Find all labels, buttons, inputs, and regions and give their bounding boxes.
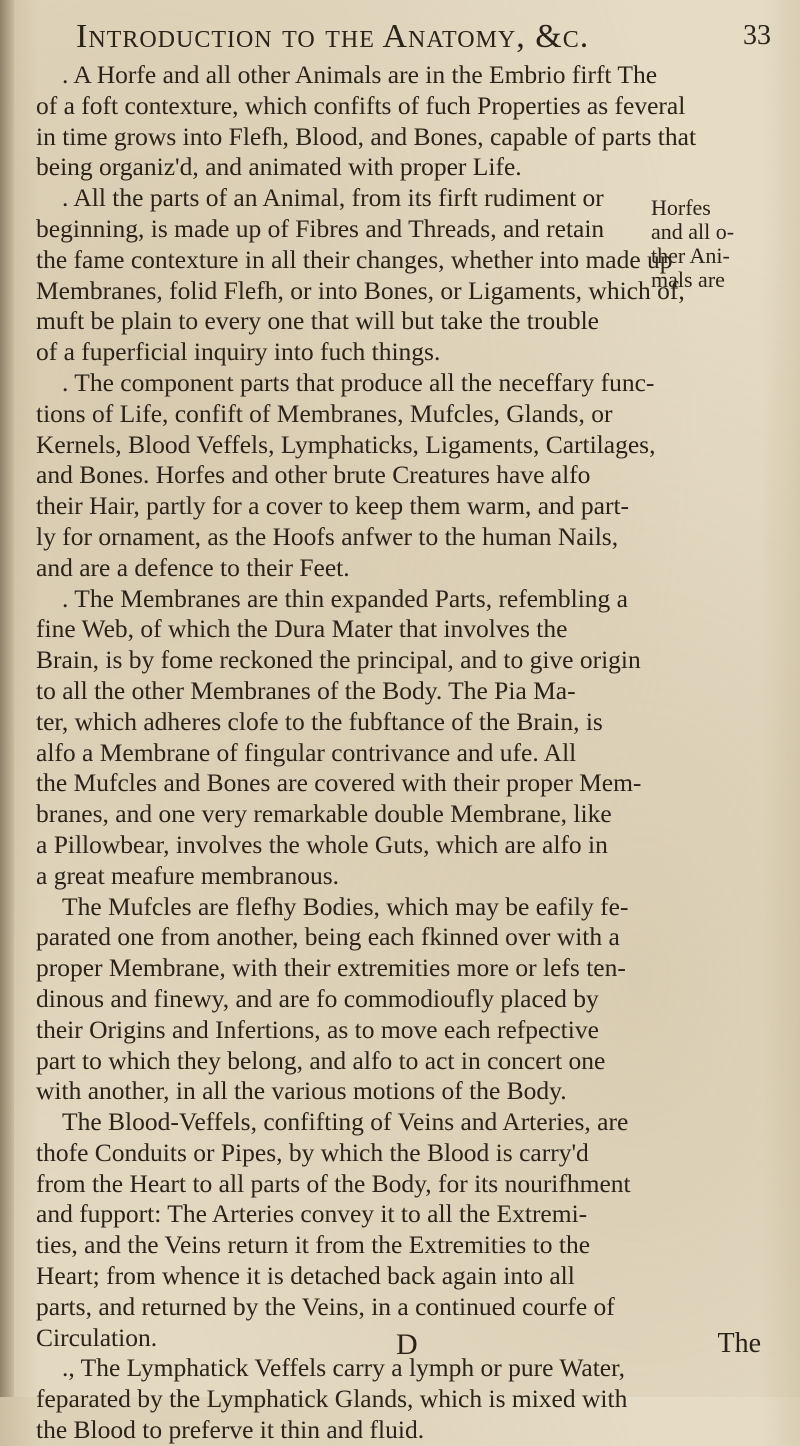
text-line: . The Membranes are thin expanded Parts, refembling a	[62, 583, 629, 613]
text-line: with another, in all the various motions of the Body.	[36, 1076, 567, 1106]
text-line: of a foft contexture, which confifts of fuch Properties as feveral	[36, 90, 686, 120]
text-line: parts, and returned by the Veins, in a continued courfe of	[36, 1291, 615, 1321]
text-line: ties, and the Veins return it from the Extremities to the	[36, 1230, 591, 1260]
margin-note-line: Horfes	[651, 195, 711, 220]
text-line: Heart; from whence it is detached back again into all	[36, 1261, 575, 1291]
text-line: part to which they belong, and alfo to act in concert one	[36, 1045, 606, 1075]
margin-note-line: mals are	[651, 267, 725, 292]
text-line: Membranes, folid Flefh, or into Bones, or Ligaments, which of,	[36, 275, 685, 305]
text-line: . The component parts that produce all the neceffary func-	[62, 367, 655, 397]
text-line: a Pillowbear, involves the whole Guts, which are alfo in	[36, 829, 608, 859]
text-line: ter, which adheres clofe to the fubftance of the Brain, is	[36, 706, 603, 736]
text-line: The Blood-Veffels, confifting of Veins and Arteries, are	[62, 1107, 629, 1137]
text-line: . All the parts of an Animal, from its firft rudiment or	[62, 183, 604, 213]
margin-note	[651, 196, 771, 292]
running-title: Introduction to the Anatomy, &c.	[76, 18, 590, 55]
text-line: Brain, is by fome reckoned the principal, and to give origin	[36, 645, 641, 675]
text-line: fine Web, of which the Dura Mater that involves the	[36, 614, 568, 644]
text-line: muft be plain to every one that will but take the trouble	[36, 306, 599, 336]
text-line: and fupport: The Arteries convey it to all the Extremi-	[36, 1199, 588, 1229]
text-line: a great meafure membranous.	[36, 860, 340, 890]
text-line: their Origins and Infertions, as to move each refpective	[36, 1014, 599, 1044]
text-line: tions of Life, confift of Membranes, Mufcles, Glands, or	[36, 398, 613, 428]
text-line: their Hair, partly for a cover to keep them warm, and part-	[36, 491, 630, 521]
text-line: parated one from another, being each fkinned over with a	[36, 922, 620, 952]
text-line: the fame contexture in all their changes, whether into made up	[36, 244, 673, 274]
text-line: and Bones. Horfes and other brute Creatures have alfo	[36, 460, 591, 490]
text-line: . A Horfe and all other Animals are in the Embrio firft The	[62, 60, 658, 89]
text-line: to all the other Membranes of the Body. The Pia Ma-	[36, 675, 576, 705]
binding-gutter	[0, 0, 14, 1397]
text-line: in time grows into Flefh, Blood, and Bones, capable of parts that	[36, 121, 697, 151]
text-line: dinous and finewy, and are fo commodioufly placed by	[36, 983, 599, 1013]
margin-note-line: ther Ani-	[651, 243, 730, 268]
text-line: thofe Conduits or Pipes, by which the Blood is carry'd	[36, 1137, 589, 1167]
text-line: of a fuperficial inquiry into fuch things.	[36, 337, 441, 367]
page-number: 33	[743, 20, 771, 51]
text-line: from the Heart to all parts of the Body, for its nourifhment	[36, 1168, 631, 1198]
text-line: ., The Lymphatick Veffels carry a lymph or pure Water,	[62, 1353, 625, 1383]
text-line: The Mufcles are flefhy Bodies, which may be eafily fe-	[62, 891, 629, 921]
text-line: beginning, is made up of Fibres and Threads, and retain	[36, 213, 605, 243]
text-line: proper Membrane, with their extremities more or lefs ten-	[36, 953, 626, 983]
margin-note-line: and all o-	[651, 219, 735, 244]
text-line: the Mufcles and Bones are covered with their proper Mem-	[36, 768, 642, 798]
text-line: Circulation.	[36, 1322, 158, 1352]
text-line: the Blood to preferve it thin and fluid.	[36, 1415, 425, 1445]
catchword: The	[717, 1328, 761, 1359]
text-line: Kernels, Blood Veffels, Lymphaticks, Ligaments, Cartilages,	[36, 429, 656, 459]
text-line: being organiz'd, and animated with proper Life.	[36, 152, 522, 182]
text-line: feparated by the Lymphatick Glands, which is mixed with	[36, 1384, 628, 1414]
text-line: and are a defence to their Feet.	[36, 552, 350, 582]
page-header	[36, 18, 771, 58]
text-line: alfo a Membrane of fingular contrivance and ufe. All	[36, 737, 577, 767]
page-footer	[36, 1328, 771, 1362]
book-page	[36, 18, 771, 1445]
signature-mark: D	[396, 1328, 418, 1361]
text-line: branes, and one very remarkable double Membrane, like	[36, 799, 612, 829]
text-line: ly for ornament, as the Hoofs anfwer to the human Nails,	[36, 521, 619, 551]
